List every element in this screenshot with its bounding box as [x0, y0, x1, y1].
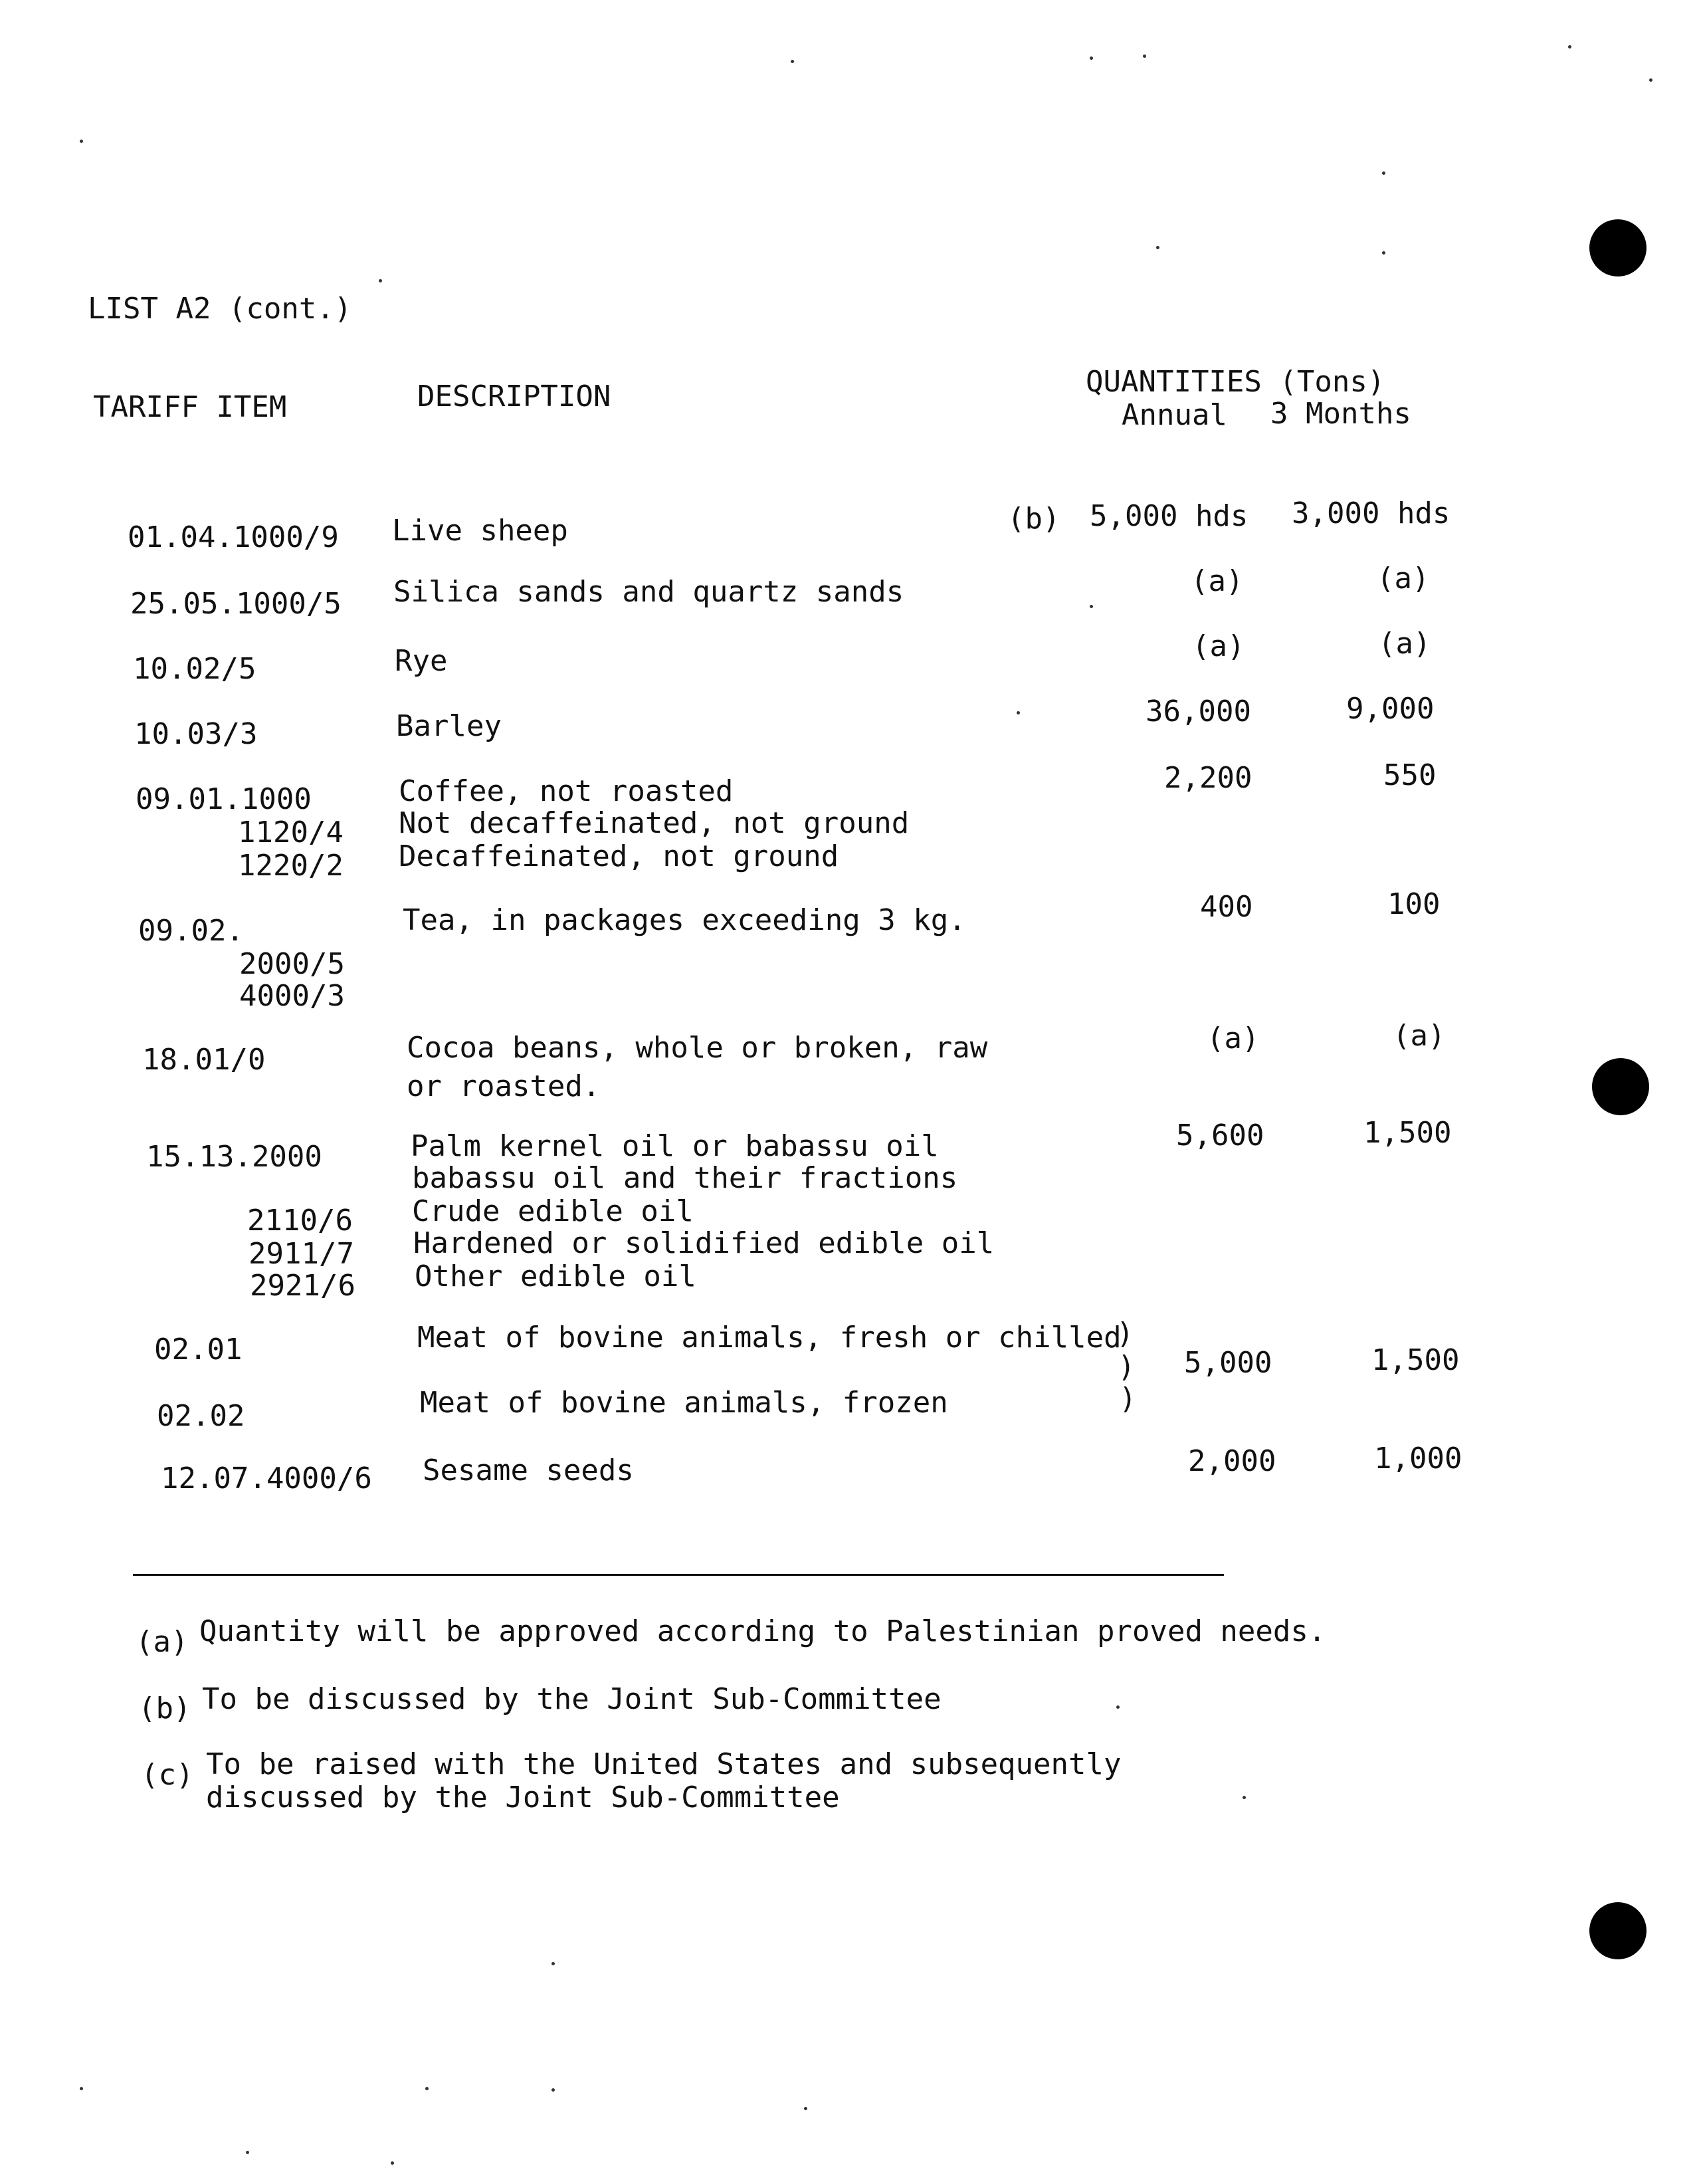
tariff-code: 2110/6 — [247, 1204, 353, 1238]
description-text: Live sheep — [392, 514, 568, 548]
punch-hole-middle — [1592, 1058, 1649, 1115]
description-text: Crude edible oil — [412, 1194, 694, 1228]
scan-speck — [246, 2151, 249, 2154]
tariff-code: 09.02. — [138, 914, 244, 948]
scan-speck — [379, 279, 382, 282]
description-text: Cocoa beans, whole or broken, raw — [407, 1031, 988, 1065]
tariff-code: 4000/3 — [239, 979, 345, 1013]
quantity-annual: 2,000 — [1188, 1444, 1276, 1478]
description-text: Meat of bovine animals, fresh or chilled — [417, 1321, 1122, 1355]
quantity-three-months: 1,000 — [1374, 1442, 1462, 1475]
footnote-text: To be discussed by the Joint Sub-Committee — [202, 1682, 942, 1716]
header-annual: Annual — [1122, 398, 1227, 432]
quantity-annual: 5,000 hds — [1090, 499, 1248, 533]
quantity-three-months: 3,000 hds — [1292, 496, 1450, 530]
tariff-code: 1220/2 — [238, 849, 344, 883]
scan-speck — [804, 2107, 807, 2110]
quantity-three-months: 1,500 — [1371, 1343, 1460, 1377]
description-text: Silica sands and quartz sands — [393, 575, 904, 609]
scan-speck — [1143, 55, 1146, 58]
description-text: Tea, in packages exceeding 3 kg. — [403, 903, 966, 937]
bracket-mark: ) — [1116, 1317, 1134, 1351]
scan-speck — [551, 1962, 555, 1965]
description-text: Barley — [396, 709, 502, 743]
quantity-annual: 2,200 — [1164, 761, 1252, 795]
scan-speck — [80, 2087, 83, 2090]
scan-speck — [1116, 1705, 1120, 1709]
quantity-three-months: 1,500 — [1363, 1116, 1452, 1150]
footnote-text: To be raised with the United States and subsequently — [206, 1747, 1122, 1781]
quantity-three-months: (a) — [1377, 562, 1430, 596]
punch-hole-top — [1589, 219, 1647, 276]
quantity-three-months: 100 — [1387, 887, 1441, 921]
header-description: DESCRIPTION — [417, 380, 611, 413]
description-text: Other edible oil — [415, 1259, 696, 1293]
footnote-mark: (b) — [138, 1692, 191, 1725]
description-text: Decaffeinated, not ground — [399, 839, 839, 873]
quantity-three-months: 9,000 — [1346, 692, 1435, 726]
tariff-code: 1120/4 — [238, 816, 344, 849]
footnote-text: Quantity will be approved according to Palestinian proved needs. — [199, 1614, 1326, 1648]
tariff-code: 02.01 — [154, 1333, 243, 1366]
quantity-annual: (a) — [1207, 1022, 1260, 1055]
scan-speck — [391, 2161, 394, 2165]
quantity-annual: 36,000 — [1146, 695, 1251, 728]
bracket-mark: ) — [1118, 1350, 1136, 1384]
scan-speck — [1649, 78, 1652, 82]
scan-speck — [1568, 45, 1571, 49]
footnote-mark: (a) — [136, 1625, 189, 1659]
scan-speck — [1156, 246, 1159, 249]
description-text: babassu oil and their fractions — [412, 1161, 958, 1195]
tariff-code: 25.05.1000/5 — [130, 587, 342, 621]
quantity-three-months: (a) — [1378, 627, 1431, 661]
scan-speck — [1243, 1796, 1246, 1799]
scan-speck — [425, 2087, 429, 2090]
scan-speck — [80, 140, 83, 143]
scan-speck — [1090, 56, 1093, 60]
footnote-text: discussed by the Joint Sub-Committee — [206, 1781, 840, 1814]
tariff-code: 02.02 — [157, 1399, 245, 1433]
description-text: or roasted. — [407, 1069, 601, 1103]
scan-speck — [1090, 605, 1093, 608]
quantity-three-months: (a) — [1393, 1019, 1446, 1053]
scan-speck — [1382, 171, 1385, 175]
quantity-annual: 400 — [1200, 890, 1253, 924]
tariff-code: 2911/7 — [249, 1237, 354, 1271]
tariff-code: 12.07.4000/6 — [161, 1462, 372, 1495]
scan-speck — [551, 2088, 555, 2092]
quantity-note: (b) — [1007, 502, 1060, 536]
quantity-annual: 5,600 — [1176, 1119, 1264, 1152]
description-text: Meat of bovine animals, frozen — [420, 1386, 948, 1420]
scan-speck — [791, 60, 794, 63]
description-text: Palm kernel oil or babassu oil — [411, 1129, 939, 1163]
quantity-three-months: 550 — [1383, 758, 1437, 792]
quantity-annual: (a) — [1191, 564, 1244, 598]
description-text: Sesame seeds — [423, 1454, 634, 1487]
scan-speck — [1382, 251, 1385, 255]
tariff-code: 10.03/3 — [134, 717, 258, 751]
description-text: Rye — [395, 644, 448, 678]
tariff-code: 10.02/5 — [133, 652, 256, 686]
description-text: Not decaffeinated, not ground — [399, 806, 910, 840]
footnote-divider — [133, 1574, 1224, 1576]
punch-hole-bottom — [1589, 1902, 1647, 1959]
quantity-annual: (a) — [1192, 629, 1245, 663]
footnote-mark: (c) — [141, 1758, 194, 1792]
tariff-code: 09.01.1000 — [136, 782, 312, 816]
header-three-months: 3 Months — [1270, 397, 1411, 431]
tariff-code: 15.13.2000 — [146, 1140, 322, 1174]
header-tariff-item: TARIFF ITEM — [93, 390, 287, 424]
scan-speck — [1017, 711, 1020, 714]
header-quantities: QUANTITIES (Tons) — [1086, 365, 1385, 399]
tariff-code: 2000/5 — [239, 947, 345, 981]
tariff-code: 18.01/0 — [142, 1043, 266, 1077]
list-title: LIST A2 (cont.) — [88, 292, 352, 326]
tariff-code: 2921/6 — [250, 1269, 355, 1303]
description-text: Hardened or solidified edible oil — [413, 1226, 995, 1260]
tariff-code: 01.04.1000/9 — [128, 520, 339, 554]
bracket-mark: ) — [1119, 1382, 1137, 1416]
description-text: Coffee, not roasted — [399, 774, 734, 808]
quantity-annual: 5,000 — [1184, 1346, 1272, 1380]
